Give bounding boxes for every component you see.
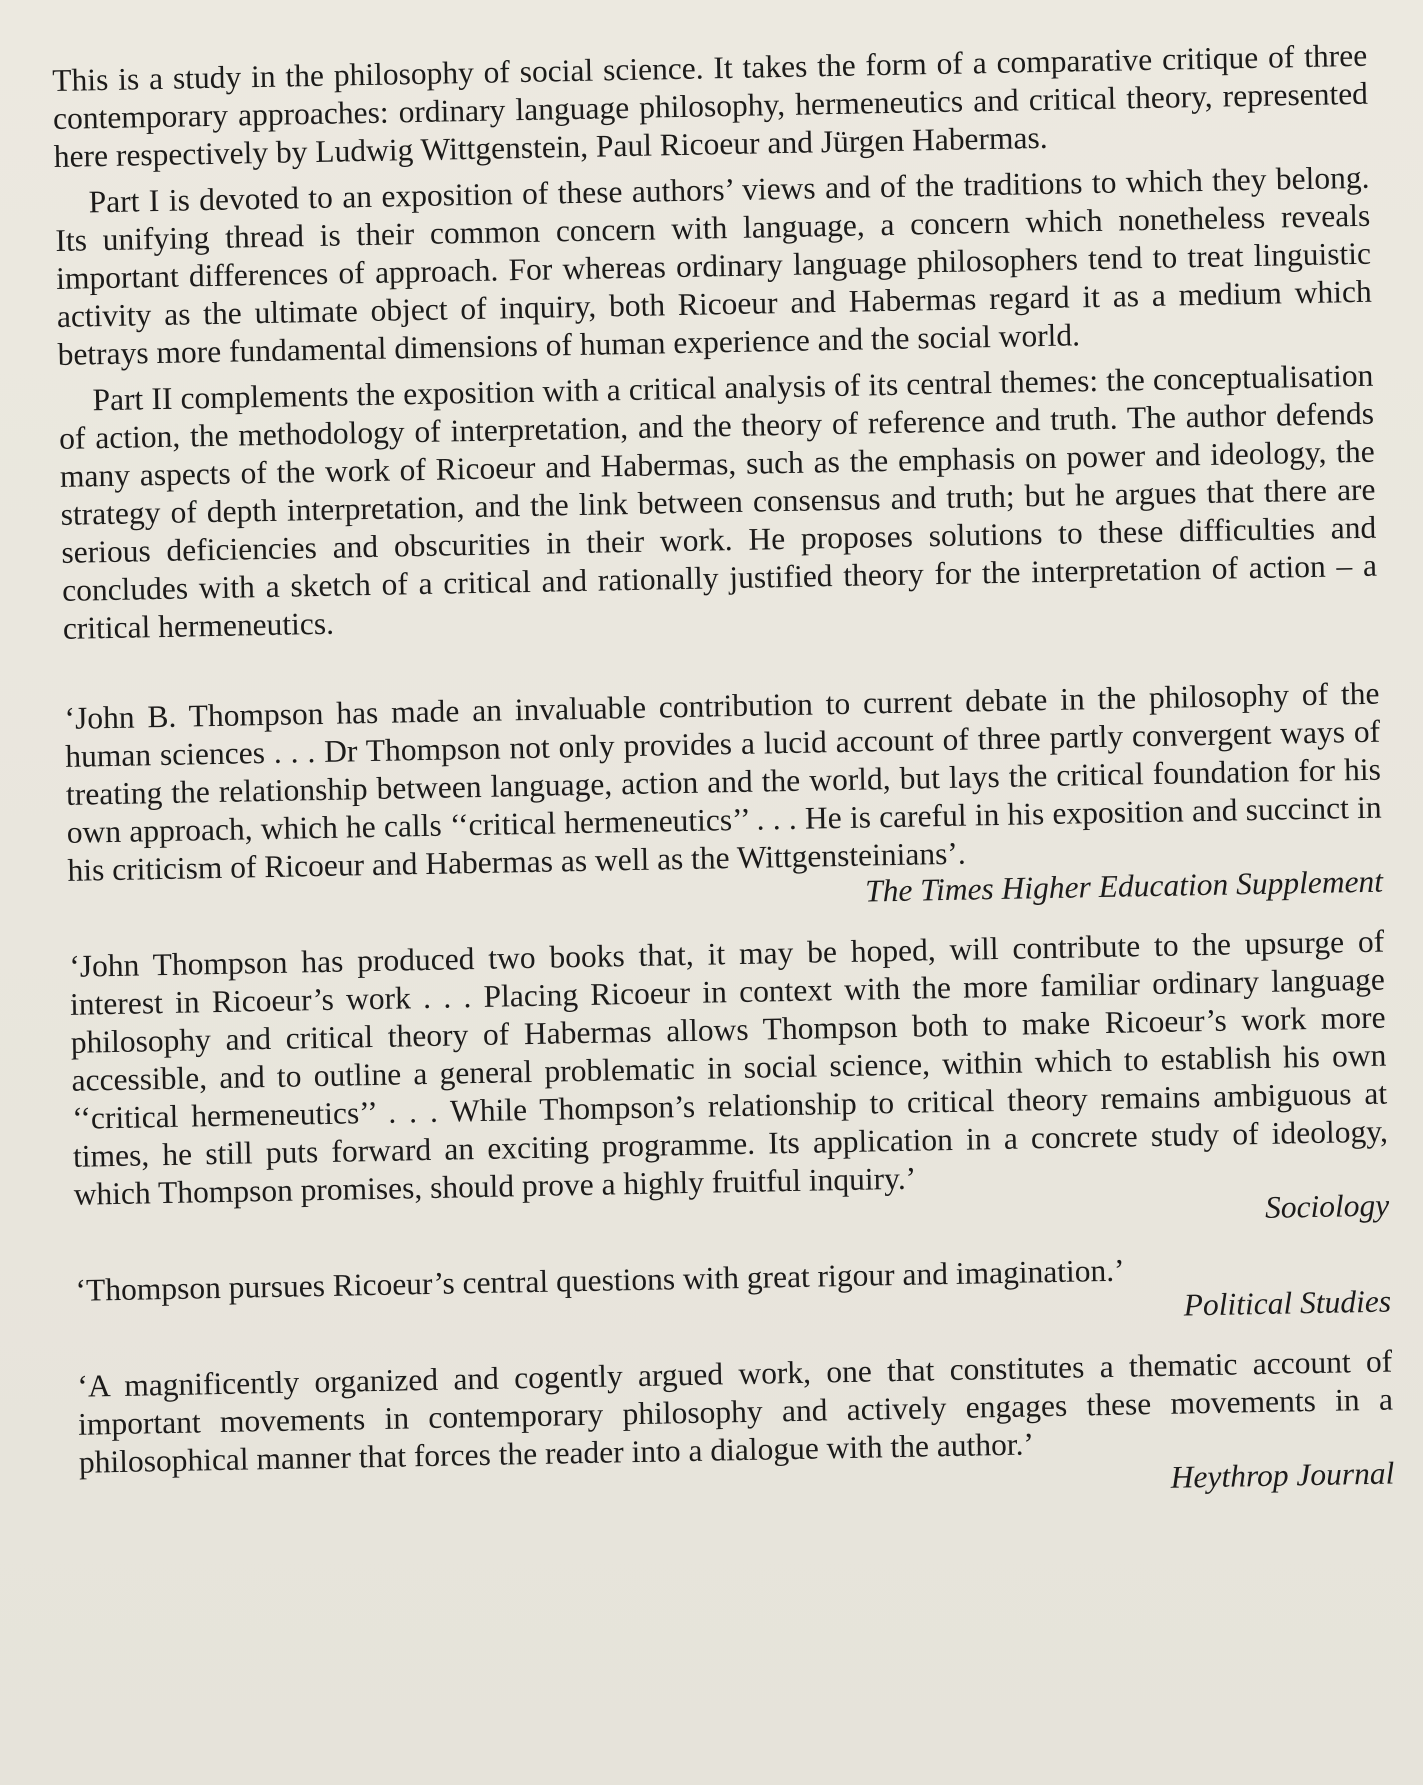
- review-source: Heythrop Journal: [1170, 1455, 1395, 1495]
- reviews: [64, 675, 1394, 1518]
- blurb: [52, 37, 1378, 648]
- review-heythrop: [77, 1343, 1395, 1518]
- review-quote: ‘Thompson pursues Ricoeur’s central questions with great rigour and imagination.’: [75, 1252, 1125, 1308]
- review-sociology: [69, 923, 1390, 1250]
- review-quote: ‘A magnificently organized and cogently argued work, one that constitutes a thematic account of important movements in contemporary philosophy and actively engages these movements in a philosophical manner that forces the reader into a dialogue with the author.’: [77, 1343, 1394, 1480]
- review-source: Sociology: [1264, 1187, 1390, 1225]
- blurb-paragraph-part-two: Part II complements the exposition with a critical analysis of its central themes: the conceptualisation of action, the methodology of interpretation, and the theory of reference and truth. The author defends many aspects of the work of Ricoeur and Habermas, such as the emphasis on power and ideology, the strategy of depth interpretation, and the link between consensus and truth; but he argues that there are serious deficiencies and obscurities in their work. He proposes solutions to these difficulties and concludes with a sketch of a critical and rationally justified theory for the interpretation of action – a critical hermeneutics.: [58, 357, 1378, 646]
- review-source: The Times Higher Education Supplement: [864, 863, 1384, 909]
- blurb-paragraph-intro: This is a study in the philosophy of social science. It takes the form of a comparative critique of three contemporary approaches: ordinary language philosophy, hermeneutics and critical theory, represented here respectively by Ludwig Wittgenstein, Paul Ricoeur and Jürgen Habermas.: [52, 37, 1369, 174]
- review-source: Political Studies: [1183, 1283, 1392, 1323]
- review-times-higher: [64, 675, 1383, 926]
- blurb-paragraph-part-one: Part I is devoted to an exposition of these authors’ views and of the traditions to which they belong. Its unifying thread is their common concern with language, a concern which nonetheless reveals important differences of approach. For whereas ordinary language philosophers tend to treat linguistic activity as the ultimate object of inquiry, both Ricoeur and Habermas regard it as a medium which betrays more fundamental dimensions of human experience and the social world.: [55, 159, 1372, 372]
- review-quote: ‘John Thompson has produced two books that, it may be hoped, will contribute to the upsurge of interest in Ricoeur’s work . . . Placing Ricoeur in context with the more familiar ordinary language philosophy and critical theory of Habermas allows Thompson both to make Ricoeur’s work more accessible, and to outline a general problematic in social science, within which to establish his own ‘‘critical hermeneutics’’ . . . While Thompson’s relationship to critical theory remains ambiguous at times, he still puts forward an exciting programme. Its application in a concrete study of ideology, which Thompson promises, should prove a highly fruitful inquiry.’: [69, 923, 1389, 1212]
- cover-text: [52, 37, 1395, 1518]
- review-quote: ‘John B. Thompson has made an invaluable contribution to current debate in the philosophy of the human sciences . . . Dr Thompson not only provides a lucid account of three partly convergent ways of treating the relationship between language, action and the world, but lays the critical foundation for his own approach, which he calls ‘‘critical hermeneutics’’ . . . He is careful in his exposition and succinct in his criticism of Ricoeur and Habermas as well as the Wittgensteinians’.: [64, 675, 1382, 888]
